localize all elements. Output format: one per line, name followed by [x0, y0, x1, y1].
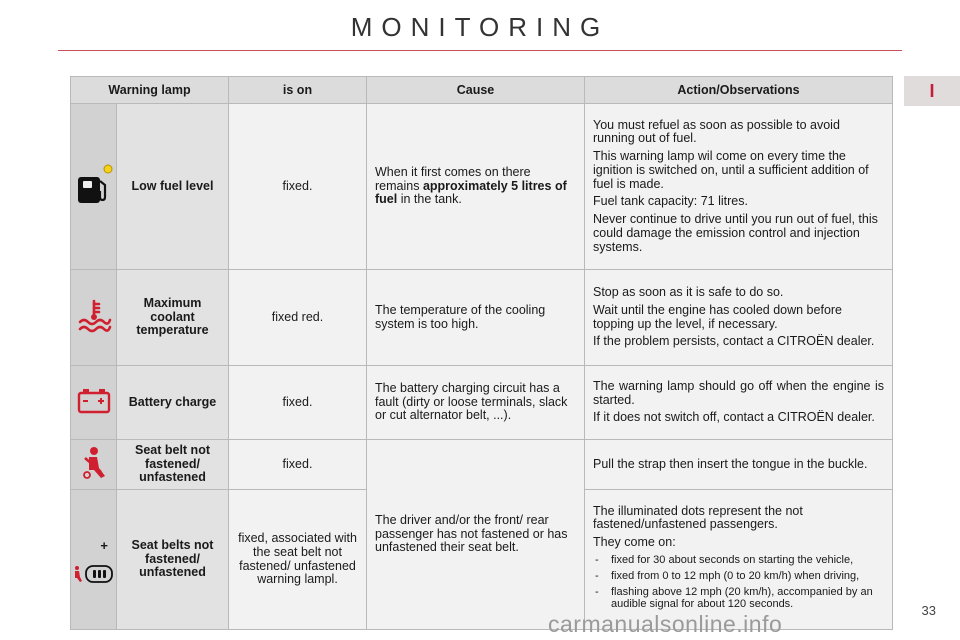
header-action: Action/Observations: [585, 77, 893, 104]
fuel-action-3: Fuel tank capacity: 71 litres.: [593, 194, 748, 209]
table-header-row: [71, 77, 893, 104]
fuel-cause-tail: in the tank.: [397, 192, 462, 207]
battery-action-1: The warning lamp should go off when the engine is started.: [593, 378, 884, 407]
seatbelt-passengers-icon: [73, 563, 115, 588]
coolant-cause: The temperature of the cooling system is too high.: [367, 270, 585, 366]
fuel-cause-bold: approximately 5 litres of fuel: [375, 178, 567, 207]
fuel-cause-text: When it first comes on there remains: [375, 164, 531, 193]
coolant-action-2: Wait until the engine has cooled down before topping up the level, if necessary.: [593, 302, 843, 331]
fuel-is-on: fixed.: [229, 104, 367, 270]
list-item: - fixed from 0 to 12 mph (0 to 20 km/h) when driving,: [593, 570, 884, 582]
seatbelt-icon-cell: [71, 440, 117, 490]
battery-lamp-name: Battery charge: [117, 366, 229, 440]
coolant-icon-cell: [71, 270, 117, 366]
watermark: carmanualsonline.info: [548, 611, 783, 637]
battery-cause: The battery charging circuit has a fault (dirty or loose terminals, slack or cut alternator belt, ...).: [367, 366, 585, 440]
fuel-icon-cell: [71, 104, 117, 270]
seatbelt-lamp-name: Seat belt not fastened/ unfastened: [117, 440, 229, 490]
seatbelts-actions: [585, 490, 893, 630]
page-number: 33: [921, 603, 936, 618]
chapter-tab[interactable]: I: [904, 76, 960, 106]
seatbelt-shared-cause: The driver and/or the front/ rear passenger has not fastened or has unfastened their seat belt.: [367, 440, 585, 630]
coolant-action-1: Stop as soon as it is safe to do so.: [593, 285, 784, 299]
table-row: [71, 366, 893, 440]
battery-icon: [77, 388, 111, 417]
seatbelt-action-1: Pull the strap then insert the tongue in the buckle.: [593, 456, 868, 471]
seatbelt-icon: [79, 446, 109, 483]
seatbelts-is-on: fixed, associated with the seat belt not fastened/ unfastened warning lampl.: [229, 490, 367, 630]
fuel-lamp-name: Low fuel level: [117, 104, 229, 270]
fuel-actions: [585, 104, 893, 270]
battery-is-on: fixed.: [229, 366, 367, 440]
battery-action-2: If it does not switch off, contact a CITROËN dealer.: [593, 410, 875, 425]
fuel-cause: [367, 104, 585, 270]
fuel-action-2: This warning lamp wil come on every time the ignition is switched on, until a sufficient addition of fuel is made.: [593, 149, 869, 191]
header-warning-lamp: Warning lamp: [71, 77, 229, 104]
plus-sign: +: [100, 537, 108, 553]
coolant-temperature-icon: [76, 298, 112, 337]
seatbelt-is-on: fixed.: [229, 440, 367, 490]
fuel-pump-icon: [74, 163, 114, 210]
list-item: - flashing above 12 mph (20 km/h), accompanied by an audible signal for about 120 seconds.: [593, 586, 884, 610]
table-row: [71, 270, 893, 366]
coolant-actions: [585, 270, 893, 366]
header-is-on: is on: [229, 77, 367, 104]
coolant-is-on: fixed red.: [229, 270, 367, 366]
table-row: [71, 440, 893, 490]
seatbelts-action-2: They come on:: [593, 535, 676, 550]
table-row: [71, 104, 893, 270]
seatbelts-action-1: The illuminated dots represent the not fastened/unfastened passengers.: [593, 503, 803, 532]
title-rule: [58, 50, 902, 51]
coolant-action-3: If the problem persists, contact a CITROËN dealer.: [593, 334, 875, 349]
seatbelts-icon-cell: [71, 490, 117, 630]
seatbelts-lamp-name: Seat belts not fastened/ unfastened: [117, 490, 229, 630]
battery-actions: [585, 366, 893, 440]
battery-icon-cell: [71, 366, 117, 440]
coolant-lamp-name: Maximum coolant temperature: [117, 270, 229, 366]
seatbelts-bullet-list: [593, 554, 884, 610]
fuel-action-1: You must refuel as soon as possible to avoid running out of fuel.: [593, 117, 840, 146]
monitoring-table: [70, 76, 893, 630]
seatbelt-actions: [585, 440, 893, 490]
fuel-action-4: Never continue to drive until you run out of fuel, this could damage the emission control and injection systems.: [593, 212, 878, 254]
page-title: MONITORING: [350, 12, 610, 42]
list-item: - fixed for 30 about seconds on starting the vehicle,: [593, 554, 884, 566]
header-cause: Cause: [367, 77, 585, 104]
